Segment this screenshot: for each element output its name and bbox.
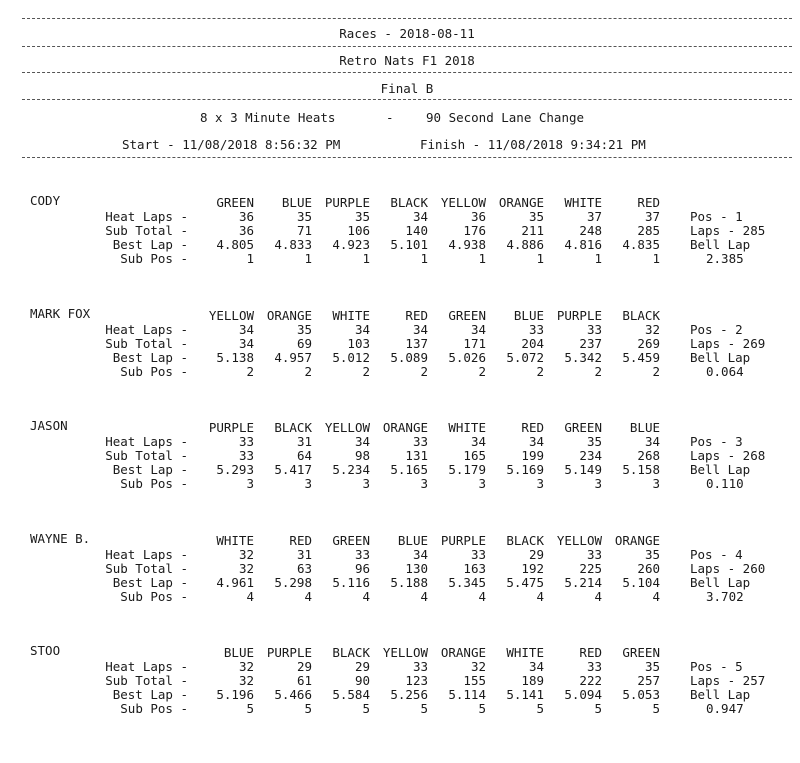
table-cell: 123: [405, 673, 428, 688]
table-cell: 35: [644, 659, 660, 674]
table-cell: 29: [296, 659, 312, 674]
table-cell: 131: [405, 448, 428, 463]
final-position: Pos - 5: [690, 659, 743, 674]
table-cell: 33: [412, 659, 428, 674]
table-cell: 222: [579, 673, 602, 688]
racer-name: JASON: [30, 418, 68, 433]
table-cell: 192: [521, 561, 544, 576]
final-name: Final B: [380, 81, 434, 96]
table-cell: 33: [586, 322, 602, 337]
table-cell: 4.957: [274, 350, 312, 365]
total-laps: Laps - 269: [690, 336, 766, 351]
table-cell: 4: [246, 589, 254, 604]
table-cell: 4: [536, 589, 544, 604]
table-cell: 130: [405, 561, 428, 576]
total-laps: Laps - 268: [690, 448, 766, 463]
table-cell: 3: [246, 476, 254, 491]
table-cell: 5.342: [564, 350, 602, 365]
lane-header: YELLOW: [382, 645, 428, 660]
table-cell: 269: [637, 336, 660, 351]
table-cell: 4.938: [448, 237, 486, 252]
table-cell: 3: [652, 476, 660, 491]
racer-name: MARK FOX: [30, 306, 91, 321]
table-cell: 33: [586, 659, 602, 674]
table-cell: 4: [478, 589, 486, 604]
lane-header: WHITE: [216, 533, 254, 548]
table-cell: 5.466: [274, 687, 312, 702]
table-cell: 5: [420, 701, 428, 716]
lane-header: PURPLE: [208, 420, 254, 435]
table-cell: 1: [362, 251, 370, 266]
table-cell: 5: [478, 701, 486, 716]
row-label: Heat Laps -: [105, 659, 188, 674]
racer-block: [0, 418, 800, 538]
table-cell: 1: [478, 251, 486, 266]
table-cell: 4.923: [332, 237, 370, 252]
table-cell: 4: [594, 589, 602, 604]
start-time: Start - 11/08/2018 8:56:32 PM: [122, 137, 341, 152]
table-cell: 155: [463, 673, 486, 688]
table-cell: 34: [412, 322, 428, 337]
racer-block: [0, 531, 800, 651]
table-cell: 35: [644, 547, 660, 562]
table-cell: 5.459: [622, 350, 660, 365]
table-cell: 140: [405, 223, 428, 238]
table-cell: 32: [238, 547, 254, 562]
table-cell: 5.417: [274, 462, 312, 477]
lane-header: WHITE: [332, 308, 370, 323]
bell-lap-value: 0.064: [706, 364, 744, 379]
lane-header: BLUE: [397, 533, 428, 548]
row-label: Sub Total -: [105, 223, 188, 238]
heats-separator: -: [386, 110, 394, 125]
racer-name: STOO: [30, 643, 61, 658]
bell-lap-value: 0.947: [706, 701, 744, 716]
table-cell: 5.345: [448, 575, 486, 590]
table-cell: 4: [362, 589, 370, 604]
table-cell: 5.114: [448, 687, 486, 702]
table-cell: 171: [463, 336, 486, 351]
lane-header: PURPLE: [324, 195, 370, 210]
separator: [22, 157, 792, 158]
table-cell: 2: [304, 364, 312, 379]
table-cell: 3: [304, 476, 312, 491]
table-cell: 3: [536, 476, 544, 491]
lane-header: BLUE: [281, 195, 312, 210]
table-cell: 5.196: [216, 687, 254, 702]
bell-lap-value: 0.110: [706, 476, 744, 491]
lane-header: ORANGE: [266, 308, 312, 323]
table-cell: 35: [354, 209, 370, 224]
table-cell: 34: [238, 322, 254, 337]
table-cell: 34: [354, 434, 370, 449]
table-cell: 5.101: [390, 237, 428, 252]
lane-header: BLACK: [390, 195, 428, 210]
row-label: Best Lap -: [112, 462, 188, 477]
table-cell: 204: [521, 336, 544, 351]
lane-header: RED: [289, 533, 312, 548]
table-cell: 36: [238, 209, 254, 224]
row-label: Sub Pos -: [120, 476, 188, 491]
table-cell: 5.584: [332, 687, 370, 702]
final-position: Pos - 2: [690, 322, 743, 337]
row-label: Best Lap -: [112, 687, 188, 702]
lane-header: GREEN: [448, 308, 486, 323]
table-cell: 137: [405, 336, 428, 351]
lane-header: BLACK: [274, 420, 312, 435]
row-label: Sub Total -: [105, 673, 188, 688]
lane-header: BLUE: [513, 308, 544, 323]
table-cell: 4: [304, 589, 312, 604]
racer-name: CODY: [30, 193, 61, 208]
bell-lap-label: Bell Lap: [690, 237, 751, 252]
table-cell: 4: [652, 589, 660, 604]
lane-header: ORANGE: [498, 195, 544, 210]
bell-lap-label: Bell Lap: [690, 350, 751, 365]
separator: [22, 99, 792, 100]
table-cell: 33: [412, 434, 428, 449]
table-cell: 3: [420, 476, 428, 491]
table-cell: 199: [521, 448, 544, 463]
table-cell: 32: [238, 561, 254, 576]
row-label: Sub Pos -: [120, 589, 188, 604]
row-label: Heat Laps -: [105, 547, 188, 562]
table-cell: 3: [478, 476, 486, 491]
lane-header: GREEN: [564, 420, 602, 435]
table-cell: 98: [354, 448, 370, 463]
separator: [22, 18, 792, 19]
table-cell: 5.116: [332, 575, 370, 590]
table-cell: 96: [354, 561, 370, 576]
table-cell: 5.158: [622, 462, 660, 477]
table-cell: 31: [296, 434, 312, 449]
bell-lap-label: Bell Lap: [690, 687, 751, 702]
table-cell: 237: [579, 336, 602, 351]
table-cell: 33: [470, 547, 486, 562]
table-cell: 2: [594, 364, 602, 379]
lane-header: YELLOW: [324, 420, 370, 435]
lane-header: RED: [521, 420, 544, 435]
table-cell: 35: [296, 209, 312, 224]
row-label: Sub Pos -: [120, 251, 188, 266]
lane-header: RED: [405, 308, 428, 323]
table-cell: 33: [528, 322, 544, 337]
row-label: Sub Pos -: [120, 701, 188, 716]
table-cell: 2: [478, 364, 486, 379]
lane-header: YELLOW: [208, 308, 254, 323]
table-cell: 4.805: [216, 237, 254, 252]
table-cell: 5.138: [216, 350, 254, 365]
row-label: Best Lap -: [112, 575, 188, 590]
table-cell: 5.094: [564, 687, 602, 702]
table-cell: 34: [354, 322, 370, 337]
table-cell: 2: [536, 364, 544, 379]
lane-header: RED: [579, 645, 602, 660]
row-label: Heat Laps -: [105, 209, 188, 224]
lane-header: YELLOW: [556, 533, 602, 548]
table-cell: 34: [528, 659, 544, 674]
table-cell: 36: [238, 223, 254, 238]
table-cell: 5.475: [506, 575, 544, 590]
table-cell: 5.012: [332, 350, 370, 365]
table-cell: 64: [296, 448, 312, 463]
table-cell: 4.835: [622, 237, 660, 252]
table-cell: 90: [354, 673, 370, 688]
lane-header: ORANGE: [440, 645, 486, 660]
table-cell: 34: [528, 434, 544, 449]
table-cell: 165: [463, 448, 486, 463]
table-cell: 5: [594, 701, 602, 716]
table-cell: 34: [644, 434, 660, 449]
bell-lap-value: 3.702: [706, 589, 744, 604]
table-cell: 5.169: [506, 462, 544, 477]
lane-header: ORANGE: [614, 533, 660, 548]
table-cell: 61: [296, 673, 312, 688]
table-cell: 1: [304, 251, 312, 266]
table-cell: 211: [521, 223, 544, 238]
table-cell: 4.816: [564, 237, 602, 252]
table-cell: 5.188: [390, 575, 428, 590]
table-cell: 5.256: [390, 687, 428, 702]
table-cell: 1: [594, 251, 602, 266]
total-laps: Laps - 257: [690, 673, 766, 688]
lane-header: BLUE: [629, 420, 660, 435]
table-cell: 32: [238, 659, 254, 674]
lane-header: WHITE: [506, 645, 544, 660]
table-cell: 3: [594, 476, 602, 491]
table-cell: 33: [354, 547, 370, 562]
table-cell: 5.214: [564, 575, 602, 590]
table-cell: 5.298: [274, 575, 312, 590]
event-name: Retro Nats F1 2018: [339, 53, 475, 68]
table-cell: 2: [652, 364, 660, 379]
table-cell: 5.293: [216, 462, 254, 477]
table-cell: 1: [652, 251, 660, 266]
lane-header: YELLOW: [440, 195, 486, 210]
lane-header: GREEN: [216, 195, 254, 210]
table-cell: 2: [246, 364, 254, 379]
table-cell: 33: [238, 434, 254, 449]
final-position: Pos - 1: [690, 209, 743, 224]
table-cell: 33: [238, 448, 254, 463]
row-label: Heat Laps -: [105, 434, 188, 449]
table-cell: 32: [238, 673, 254, 688]
table-cell: 4.886: [506, 237, 544, 252]
bell-lap-label: Bell Lap: [690, 575, 751, 590]
table-cell: 260: [637, 561, 660, 576]
table-cell: 285: [637, 223, 660, 238]
bell-lap-label: Bell Lap: [690, 462, 751, 477]
table-cell: 35: [296, 322, 312, 337]
total-laps: Laps - 285: [690, 223, 766, 238]
lane-header: BLACK: [332, 645, 370, 660]
row-label: Sub Total -: [105, 448, 188, 463]
bell-lap-value: 2.385: [706, 251, 744, 266]
table-cell: 34: [238, 336, 254, 351]
table-cell: 2: [362, 364, 370, 379]
table-cell: 31: [296, 547, 312, 562]
table-cell: 5.026: [448, 350, 486, 365]
table-cell: 35: [528, 209, 544, 224]
table-cell: 32: [644, 322, 660, 337]
table-cell: 5.165: [390, 462, 428, 477]
table-cell: 5.141: [506, 687, 544, 702]
table-cell: 34: [412, 209, 428, 224]
table-cell: 234: [579, 448, 602, 463]
table-cell: 2: [420, 364, 428, 379]
table-cell: 37: [586, 209, 602, 224]
lane-header: GREEN: [332, 533, 370, 548]
table-cell: 37: [644, 209, 660, 224]
table-cell: 163: [463, 561, 486, 576]
lane-header: RED: [637, 195, 660, 210]
final-position: Pos - 3: [690, 434, 743, 449]
lane-header: WHITE: [448, 420, 486, 435]
total-laps: Laps - 260: [690, 561, 766, 576]
table-cell: 5.149: [564, 462, 602, 477]
lane-header: PURPLE: [440, 533, 486, 548]
racer-name: WAYNE B.: [30, 531, 91, 546]
racer-block: [0, 306, 800, 426]
finish-time: Finish - 11/08/2018 9:34:21 PM: [420, 137, 646, 152]
lane-header: BLACK: [622, 308, 660, 323]
racer-block: [0, 193, 800, 313]
table-cell: 71: [296, 223, 312, 238]
table-cell: 34: [470, 322, 486, 337]
table-cell: 5.179: [448, 462, 486, 477]
row-label: Best Lap -: [112, 350, 188, 365]
table-cell: 1: [536, 251, 544, 266]
separator: [22, 72, 792, 73]
table-cell: 3: [362, 476, 370, 491]
table-cell: 5.072: [506, 350, 544, 365]
table-cell: 257: [637, 673, 660, 688]
lane-header: ORANGE: [382, 420, 428, 435]
row-label: Sub Total -: [105, 561, 188, 576]
table-cell: 5: [362, 701, 370, 716]
table-cell: 106: [347, 223, 370, 238]
row-label: Best Lap -: [112, 237, 188, 252]
table-cell: 63: [296, 561, 312, 576]
lane-change-info: 90 Second Lane Change: [426, 110, 585, 125]
lane-header: GREEN: [622, 645, 660, 660]
table-cell: 35: [586, 434, 602, 449]
table-cell: 5.089: [390, 350, 428, 365]
lane-header: BLUE: [223, 645, 254, 660]
row-label: Sub Total -: [105, 336, 188, 351]
lane-header: PURPLE: [556, 308, 602, 323]
table-cell: 5.234: [332, 462, 370, 477]
table-cell: 5: [652, 701, 660, 716]
table-cell: 103: [347, 336, 370, 351]
table-cell: 248: [579, 223, 602, 238]
lane-header: BLACK: [506, 533, 544, 548]
final-position: Pos - 4: [690, 547, 743, 562]
table-cell: 34: [412, 547, 428, 562]
table-cell: 1: [246, 251, 254, 266]
lane-header: WHITE: [564, 195, 602, 210]
table-cell: 29: [528, 547, 544, 562]
table-cell: 189: [521, 673, 544, 688]
table-cell: 5: [246, 701, 254, 716]
table-cell: 34: [470, 434, 486, 449]
row-label: Sub Pos -: [120, 364, 188, 379]
table-cell: 225: [579, 561, 602, 576]
table-cell: 5.104: [622, 575, 660, 590]
separator: [22, 46, 792, 47]
table-cell: 5: [304, 701, 312, 716]
table-cell: 4.961: [216, 575, 254, 590]
racer-block: [0, 643, 800, 763]
table-cell: 29: [354, 659, 370, 674]
table-cell: 268: [637, 448, 660, 463]
table-cell: 5.053: [622, 687, 660, 702]
table-cell: 5: [536, 701, 544, 716]
lane-header: PURPLE: [266, 645, 312, 660]
table-cell: 176: [463, 223, 486, 238]
table-cell: 4: [420, 589, 428, 604]
table-cell: 33: [586, 547, 602, 562]
table-cell: 4.833: [274, 237, 312, 252]
table-cell: 32: [470, 659, 486, 674]
row-label: Heat Laps -: [105, 322, 188, 337]
heats-info: 8 x 3 Minute Heats: [200, 110, 336, 125]
table-cell: 1: [420, 251, 428, 266]
report-title: Races - 2018-08-11: [339, 26, 475, 41]
table-cell: 36: [470, 209, 486, 224]
table-cell: 69: [296, 336, 312, 351]
